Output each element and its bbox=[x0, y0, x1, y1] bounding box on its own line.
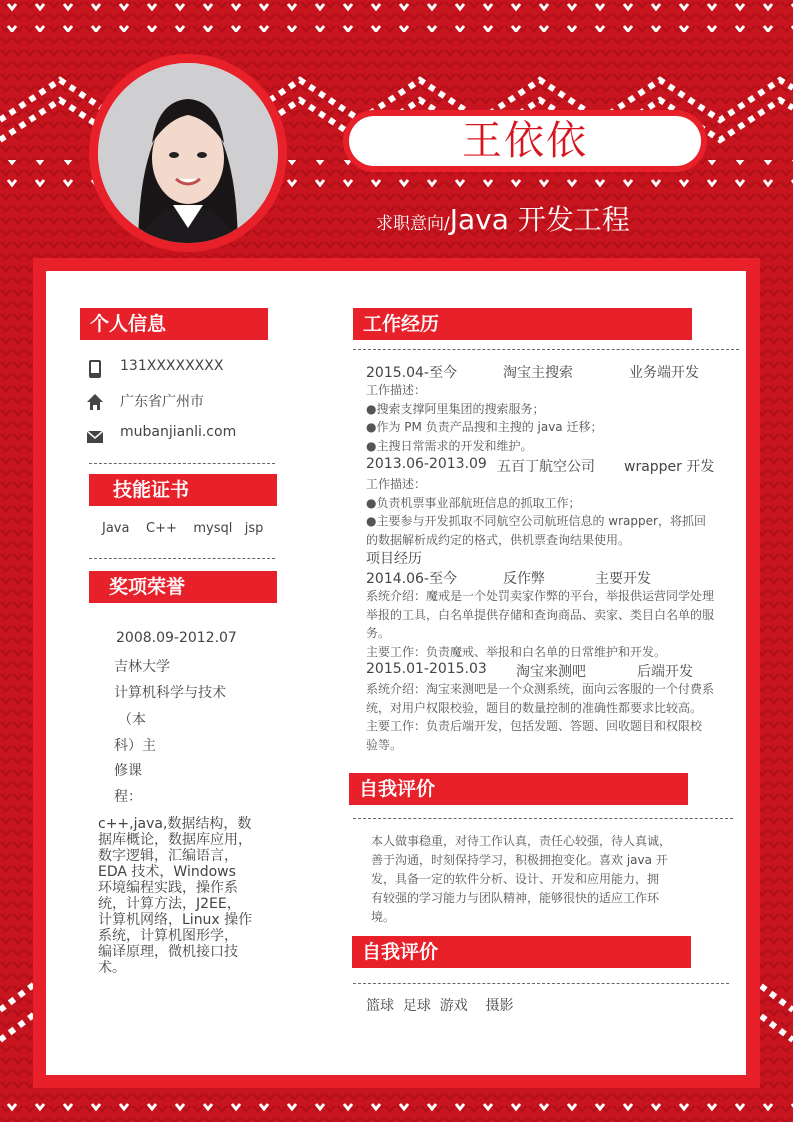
education-major: 计算机科学与技术 bbox=[114, 685, 226, 701]
work-experience-header: 工作经历 bbox=[353, 308, 692, 340]
personal-info-header: 个人信息 bbox=[80, 308, 268, 340]
divider bbox=[89, 463, 275, 464]
courses-line: 环境编程实践，操作系 bbox=[98, 880, 238, 896]
education-degree-line: 科）主 bbox=[114, 738, 156, 754]
education-degree-line: 程： bbox=[114, 789, 142, 805]
phone-number: 131XXXXXXXX bbox=[120, 358, 224, 374]
courses-line: 计算机网络，Linux 操作 bbox=[98, 912, 253, 928]
courses-line: 系统，计算机图形学， bbox=[98, 928, 238, 944]
project-description bbox=[366, 680, 714, 754]
education-degree-line: 修课 bbox=[114, 763, 142, 779]
courses-line: 数字逻辑，汇编语言， bbox=[98, 848, 238, 864]
evaluation-line: 发，具备一定的软件分析、设计、开发和应用能力，拥 bbox=[371, 872, 660, 886]
description-line: ●作为 PM 负责产品搜和主搜的 java 迁移； bbox=[366, 420, 603, 434]
project-period: 2015.01-2015.03 bbox=[366, 661, 487, 677]
description-line: 系统介绍：淘宝来测吧是一个众测系统，面向云客服的一个付费系 bbox=[366, 682, 715, 696]
address: 广东省广州市 bbox=[120, 394, 204, 410]
project-role: 主要开发 bbox=[595, 571, 651, 587]
job-intent-value: Java 开发工程 bbox=[449, 203, 630, 236]
description-line: 务。 bbox=[366, 626, 391, 640]
divider bbox=[89, 558, 275, 559]
job-company: 淘宝主搜索 bbox=[503, 365, 573, 381]
description-line: ●主要参与开发抓取不同航空公司航班信息的 wrapper，将抓回 bbox=[366, 514, 706, 528]
description-line: 工作描述： bbox=[366, 477, 427, 491]
description-line: 工作描述： bbox=[366, 383, 427, 397]
project-description bbox=[366, 587, 714, 661]
evaluation-line: 本人做事稳重，对待工作认真，责任心较强，待人真诚， bbox=[371, 834, 672, 848]
education-school: 吉林大学 bbox=[114, 659, 170, 675]
description-line: 验等。 bbox=[366, 737, 403, 752]
job-description bbox=[366, 381, 602, 455]
job-intent-label: 求职意向/ bbox=[376, 214, 450, 234]
evaluation-line: 有较强的学习能力与团队精神，能够很快的适应工作环 bbox=[371, 891, 660, 905]
skills-list: Java C++ mysql jsp bbox=[102, 521, 264, 536]
job-role: 业务端开发 bbox=[629, 365, 699, 381]
candidate-name: 王依依 bbox=[349, 116, 701, 166]
self-evaluation-header: 自我评价 bbox=[349, 773, 688, 805]
description-line: 举报的工具，白名单提供存储和查询商品、卖家、类目白名单的服 bbox=[366, 607, 715, 622]
job-intent bbox=[376, 198, 630, 238]
description-line: 统，对用户权限校验，题目的数量控制的准确性都要求比较高。 bbox=[366, 700, 703, 715]
description-line: 系统介绍：魔戒是一个处罚卖家作弊的平台，举报供运营同学处理 bbox=[366, 589, 715, 603]
self-evaluation-text bbox=[371, 832, 671, 927]
project-name: 淘宝来测吧 bbox=[516, 664, 586, 680]
skills-header: 技能证书 bbox=[89, 474, 277, 506]
courses-line: c++,java,数据结构，数 bbox=[98, 816, 252, 832]
hobbies-list: 篮球 足球 游戏 摄影 bbox=[366, 998, 514, 1014]
courses-line: 据库概论，数据库应用， bbox=[98, 832, 252, 848]
job-description bbox=[366, 475, 706, 549]
mail-icon bbox=[87, 428, 103, 447]
divider bbox=[353, 818, 733, 819]
description-line: 主要工作：负责魔戒、举报和白名单的日常维护和开发。 bbox=[366, 644, 667, 659]
hobbies-header: 自我评价 bbox=[352, 936, 691, 968]
email: mubanjianli.com bbox=[120, 424, 237, 440]
courses-text bbox=[98, 816, 252, 976]
avatar-portrait bbox=[98, 63, 278, 243]
project-experience-label: 项目经历 bbox=[366, 551, 422, 567]
job-role: wrapper 开发 bbox=[624, 459, 715, 475]
evaluation-line: 境。 bbox=[371, 910, 396, 924]
courses-line: 术。 bbox=[98, 960, 126, 976]
evaluation-line: 善于沟通，时刻保持学习，积极拥抱变化。喜欢 java 开 bbox=[371, 853, 668, 867]
project-name: 反作弊 bbox=[503, 571, 545, 587]
job-period: 2013.06-2013.09 bbox=[366, 456, 487, 472]
avatar bbox=[98, 63, 278, 243]
awards-header: 奖项荣誉 bbox=[89, 571, 277, 603]
divider bbox=[353, 349, 739, 350]
divider bbox=[353, 983, 729, 984]
project-role: 后端开发 bbox=[637, 664, 693, 680]
courses-line: 编译原理，微机接口技 bbox=[98, 944, 238, 960]
job-period: 2015.04-至今 bbox=[366, 365, 457, 381]
education-degree-line: （本 bbox=[118, 712, 146, 728]
description-line: ●搜索支撑阿里集团的搜索服务； bbox=[366, 401, 545, 416]
description-line: 主要工作：负责后端开发，包括发题、答题、回收题目和权限校 bbox=[366, 719, 703, 733]
project-period: 2014.06-至今 bbox=[366, 571, 457, 587]
courses-line: EDA 技术，Windows bbox=[98, 864, 236, 880]
phone-icon bbox=[88, 359, 102, 383]
home-icon bbox=[86, 393, 104, 415]
job-company: 五百丁航空公司 bbox=[497, 459, 595, 475]
description-line: ●负责机票事业部航班信息的抓取工作； bbox=[366, 495, 581, 510]
education-period: 2008.09-2012.07 bbox=[116, 630, 237, 646]
description-line: ●主搜日常需求的开发和维护。 bbox=[366, 438, 533, 453]
description-line: 的数据解析成约定的格式，供机票查询结果使用。 bbox=[366, 532, 631, 547]
courses-line: 统，计算方法，J2EE， bbox=[98, 896, 241, 912]
